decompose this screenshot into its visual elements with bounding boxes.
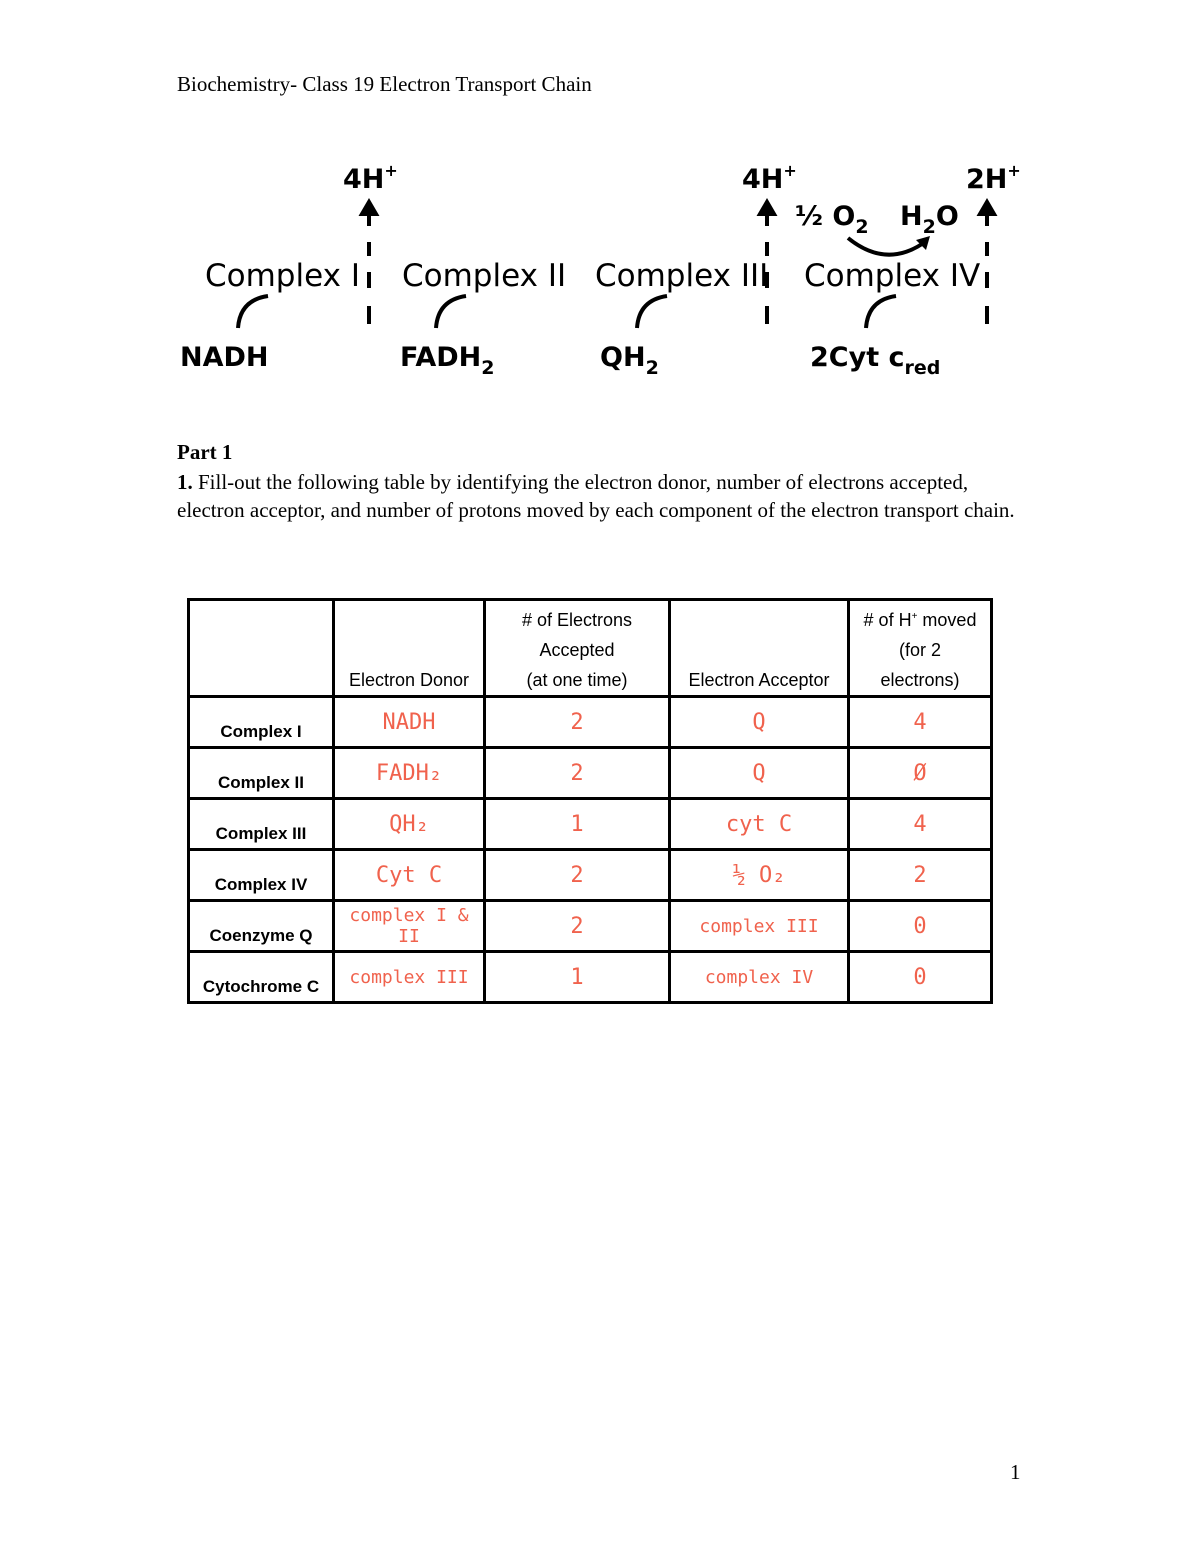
answer-acceptor[interactable]: ½ O₂ bbox=[670, 850, 849, 901]
answer-acceptor[interactable]: Q bbox=[670, 748, 849, 799]
h2o-label: $H_2O$ bbox=[900, 201, 959, 238]
answer-electrons[interactable]: 1 bbox=[485, 952, 670, 1003]
complex-2-label: Complex II bbox=[402, 258, 567, 294]
header-blank bbox=[189, 600, 334, 697]
proton-label-complex-1: 4H+ bbox=[343, 161, 398, 195]
donor-arrow-fadh2 bbox=[436, 296, 466, 328]
answer-donor[interactable]: complex III bbox=[334, 952, 485, 1003]
proton-label-complex-3: 4H+ bbox=[742, 161, 797, 195]
proton-label-complex-4: 2H+ bbox=[966, 161, 1021, 195]
row-label: Cytochrome C bbox=[189, 952, 334, 1003]
answer-electrons[interactable]: 1 bbox=[485, 799, 670, 850]
donor-qh2: $QH_2$ bbox=[600, 342, 659, 379]
etc-answer-table bbox=[187, 598, 993, 1004]
donor-arrow-nadh bbox=[238, 296, 268, 328]
answer-electrons[interactable]: 2 bbox=[485, 901, 670, 952]
donor-fadh2: $FADH_2$ bbox=[400, 342, 495, 379]
question-text: Fill-out the following table by identifying the electron donor, number of electrons accepted, electron acceptor, and number of protons moved by each component of the electron transport chain. bbox=[177, 470, 1015, 522]
donor-cytc-red: 2Cyt $c_{red}$ bbox=[810, 342, 941, 379]
complex-1-label: Complex I bbox=[205, 258, 360, 294]
page-header: Biochemistry- Class 19 Electron Transport Chain bbox=[177, 72, 592, 96]
answer-electrons[interactable]: 2 bbox=[485, 748, 670, 799]
header-electrons-accepted: # of Electrons Accepted (at one time) bbox=[485, 600, 670, 697]
answer-donor[interactable]: NADH bbox=[334, 697, 485, 748]
answer-electrons[interactable]: 2 bbox=[485, 697, 670, 748]
half-o2-label: ½ $O_2$ bbox=[795, 201, 869, 238]
answer-protons[interactable]: 0 bbox=[849, 901, 992, 952]
answer-acceptor[interactable]: complex III bbox=[670, 901, 849, 952]
table-row bbox=[189, 952, 992, 1003]
proton-pump-arrow-1 bbox=[362, 202, 376, 324]
row-label: Complex II bbox=[189, 748, 334, 799]
part-title: Part 1 bbox=[177, 440, 233, 464]
answer-donor[interactable]: Cyt C bbox=[334, 850, 485, 901]
table-row bbox=[189, 799, 992, 850]
answer-protons[interactable]: 4 bbox=[849, 799, 992, 850]
table-row bbox=[189, 697, 992, 748]
row-label: Complex IV bbox=[189, 850, 334, 901]
complex-3-label: Complex III bbox=[595, 258, 769, 294]
donor-nadh: NADH bbox=[180, 342, 269, 373]
donor-arrow-cytc bbox=[866, 296, 896, 328]
answer-donor[interactable]: QH₂ bbox=[334, 799, 485, 850]
header-electron-acceptor: Electron Acceptor bbox=[670, 600, 849, 697]
complex-4-label: Complex IV bbox=[804, 258, 981, 294]
answer-electrons[interactable]: 2 bbox=[485, 850, 670, 901]
answer-donor[interactable]: complex I & II bbox=[334, 901, 485, 952]
answer-donor[interactable]: FADH₂ bbox=[334, 748, 485, 799]
question-number: 1. bbox=[177, 470, 193, 494]
row-label: Coenzyme Q bbox=[189, 901, 334, 952]
oxygen-reduction-arrow bbox=[848, 238, 922, 255]
table-row bbox=[189, 901, 992, 952]
answer-protons[interactable]: 4 bbox=[849, 697, 992, 748]
etc-diagram bbox=[0, 150, 1200, 410]
page-number: 1 bbox=[1010, 1460, 1021, 1484]
answer-acceptor[interactable]: cyt C bbox=[670, 799, 849, 850]
table-row bbox=[189, 850, 992, 901]
row-label: Complex I bbox=[189, 697, 334, 748]
row-label: Complex III bbox=[189, 799, 334, 850]
header-electron-donor: Electron Donor bbox=[334, 600, 485, 697]
table-row bbox=[189, 748, 992, 799]
answer-protons[interactable]: Ø bbox=[849, 748, 992, 799]
answer-acceptor[interactable]: complex IV bbox=[670, 952, 849, 1003]
proton-pump-arrow-4 bbox=[980, 202, 994, 324]
answer-protons[interactable]: 0 bbox=[849, 952, 992, 1003]
donor-arrow-qh2 bbox=[637, 296, 667, 328]
answer-protons[interactable]: 2 bbox=[849, 850, 992, 901]
question-1 bbox=[177, 468, 1037, 524]
header-protons-moved: # of H+ moved (for 2 electrons) bbox=[849, 600, 992, 697]
answer-acceptor[interactable]: Q bbox=[670, 697, 849, 748]
